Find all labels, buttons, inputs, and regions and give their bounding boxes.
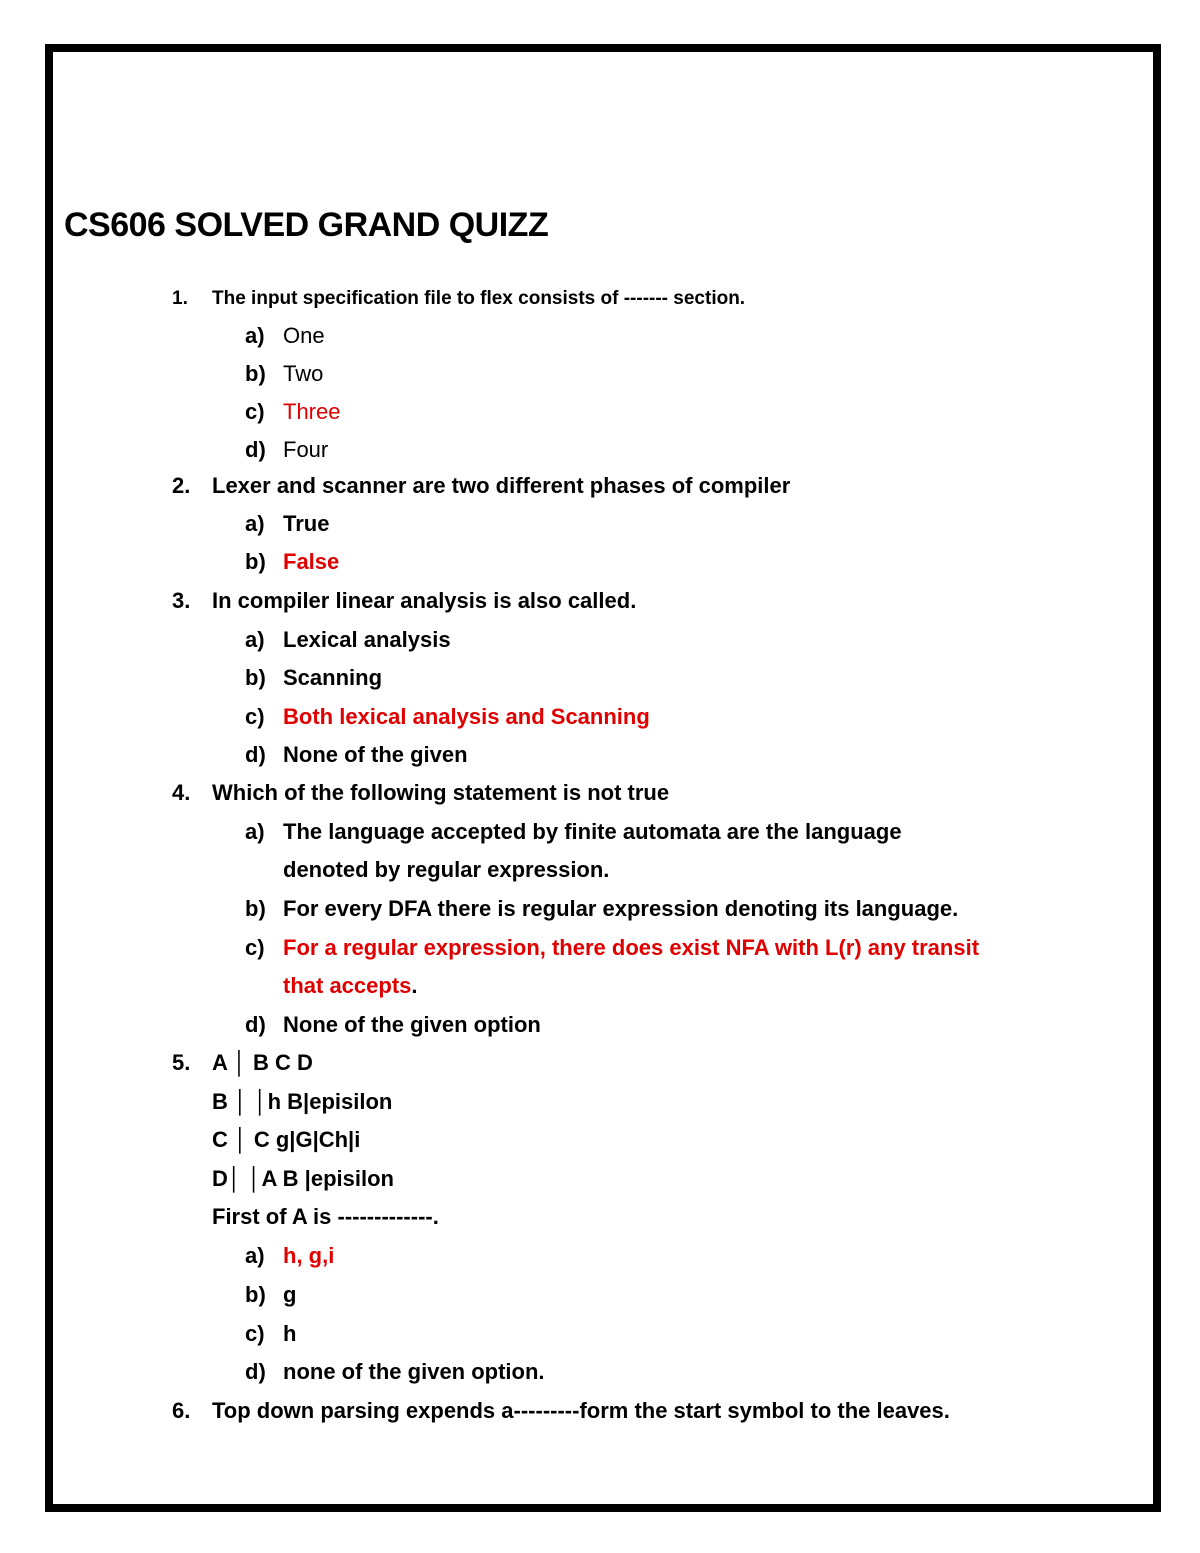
question-text: In compiler linear analysis is also called. [212,588,637,613]
option-label: a) [245,627,265,652]
option-text: True [283,511,330,536]
page-border [45,44,1161,1512]
option-1b [245,360,324,388]
option-label: c) [245,704,265,729]
option-text: g [283,1282,297,1307]
option-1c-correct [245,398,341,426]
option-3d [245,741,468,769]
question-number: 2. [172,473,191,498]
option-3b [245,664,383,692]
question-number: 3. [172,588,191,613]
option-text-continued: that accepts [283,973,412,998]
grammar-question: First of A is -------------. [212,1204,439,1229]
option-text: Lexical analysis [283,627,451,652]
question-1 [172,285,746,313]
option-text: Both lexical analysis and Scanning [283,704,650,729]
question-text: A │ B C D [212,1050,313,1075]
option-text: The language accepted by finite automata are the language [283,819,902,844]
option-label: a) [245,323,265,348]
question-text: Lexer and scanner are two different phases of compiler [212,473,791,498]
option-label: a) [245,511,265,536]
option-3a [245,626,451,654]
option-5d [245,1358,545,1386]
option-label: b) [245,549,266,574]
option-4c-continued [283,972,418,1000]
option-5c [245,1320,297,1348]
grammar-rule-c: C │ C g|G|Ch|i [212,1127,361,1152]
option-text: Four [283,437,329,462]
option-4d [245,1011,541,1039]
option-text: For a regular expression, there does exist NFA with L(r) any transit [283,935,980,960]
option-label: b) [245,1282,266,1307]
option-label: b) [245,361,266,386]
option-text: h, g,i [283,1243,335,1268]
option-label: c) [245,1321,265,1346]
question-number: 5. [172,1050,191,1075]
page-title: CS606 SOLVED GRAND QUIZZ [64,206,549,244]
option-text: Two [283,361,324,386]
option-1a [245,322,325,350]
option-label: a) [245,1243,265,1268]
option-label: d) [245,1359,266,1384]
option-text: False [283,549,340,574]
question-2 [172,472,791,500]
option-text: One [283,323,325,348]
option-4a [245,818,902,846]
option-label: d) [245,437,266,462]
option-4b [245,895,959,923]
option-4c-correct [245,934,980,962]
option-text: none of the given option. [283,1359,545,1384]
question-number: 1. [172,288,188,309]
option-text: For every DFA there is regular expression denoting its language. [283,896,959,921]
grammar-rule-d: D│ │A B |episilon [212,1166,394,1191]
option-text: h [283,1321,297,1346]
grammar-rule-b: B │ │h B|episilon [212,1089,393,1114]
option-label: d) [245,1012,266,1037]
question-text: Which of the following statement is not true [212,780,670,805]
option-2a [245,510,330,538]
question-text: The input specification file to flex consists of ------- section. [212,288,746,309]
option-3c-correct [245,703,650,731]
question-6 [172,1397,950,1425]
option-5b [245,1281,297,1309]
option-text-continued: denoted by regular expression. [283,857,610,882]
option-label: d) [245,742,266,767]
question-number: 6. [172,1398,191,1423]
question-text: Top down parsing expends a---------form the start symbol to the leaves. [212,1398,950,1423]
option-text: None of the given [283,742,468,767]
option-5a-correct [245,1242,335,1270]
question-number: 4. [172,780,191,805]
option-label: c) [245,399,265,424]
option-text: Scanning [283,665,383,690]
question-3 [172,587,637,615]
option-label: a) [245,819,265,844]
option-2b-correct [245,548,340,576]
option-text-suffix: . [411,973,418,998]
option-label: b) [245,665,266,690]
option-label: b) [245,896,266,921]
option-1d [245,436,329,464]
question-4 [172,779,670,807]
option-label: c) [245,935,265,960]
option-4a-continued [283,856,609,884]
option-text: None of the given option [283,1012,541,1037]
option-text: Three [283,399,341,424]
question-5 [172,1049,313,1077]
